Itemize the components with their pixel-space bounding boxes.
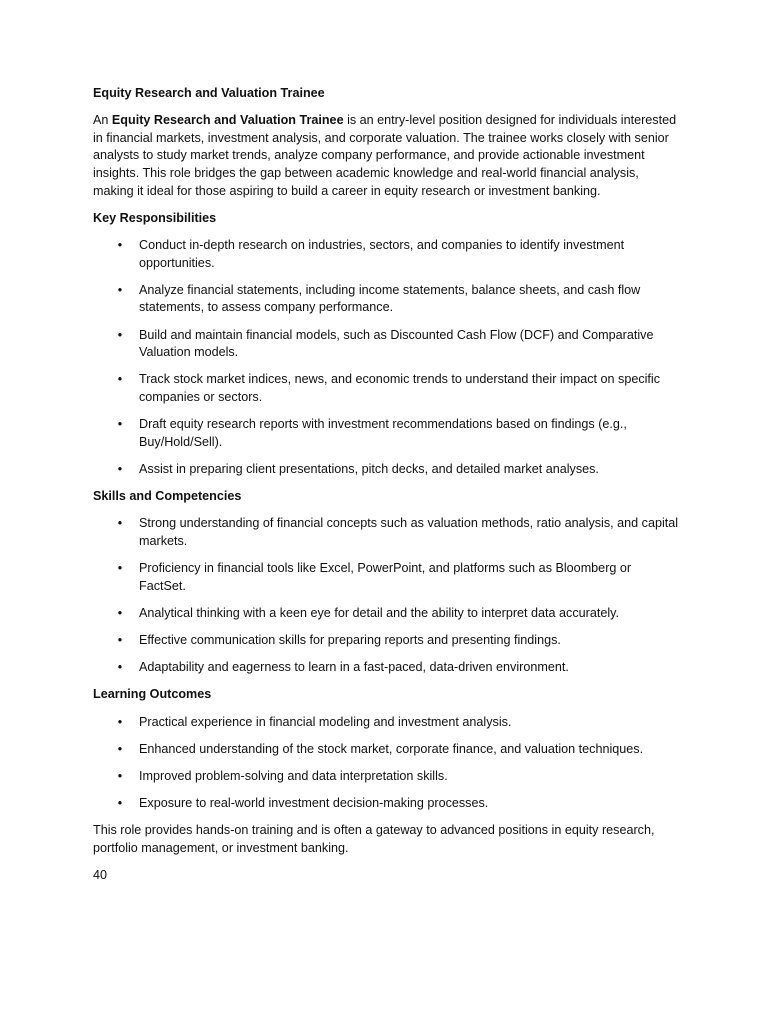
list-item-text: Analyze financial statements, including income statements, balance sheets, and cash flow statements, to assess company performance.	[139, 282, 641, 315]
bullet-icon: •	[117, 796, 123, 811]
bullet-icon: •	[117, 660, 123, 675]
responsibilities-list	[93, 237, 679, 479]
list-item	[93, 632, 679, 650]
intro-role-name: Equity Research and Valuation Trainee	[111, 113, 344, 128]
list-item-text: Strong understanding of financial concepts such as valuation methods, ratio analysis, and capital markets.	[139, 516, 679, 548]
list-item	[93, 714, 679, 732]
document-title: Equity Research and Valuation Trainee	[93, 86, 325, 100]
list-item-text: Improved problem-solving and data interpretation skills.	[139, 768, 448, 783]
page-number: 40	[93, 868, 108, 883]
list-item-text: Adaptability and eagerness to learn in a fast-paced, data-driven environment.	[139, 660, 569, 675]
list-item	[93, 659, 679, 677]
list-item-text: Build and maintain financial models, such as Discounted Cash Flow (DCF) and Comparative Valuation models.	[139, 327, 654, 360]
list-item-text: Proficiency in financial tools like Excel, PowerPoint, and platforms such as Bloomberg or FactSet.	[139, 561, 632, 593]
bullet-icon: •	[117, 461, 123, 476]
bullet-icon: •	[117, 714, 123, 729]
list-item	[93, 237, 679, 272]
bullet-icon: •	[117, 327, 123, 342]
list-item	[93, 327, 679, 362]
list-item-text: Assist in preparing client presentations, pitch decks, and detailed market analyses.	[139, 461, 599, 476]
list-item-text: Practical experience in financial modeling and investment analysis.	[139, 714, 512, 729]
list-item-text: Draft equity research reports with investment recommendations based on findings (e.g., Buy/Hold/Sell).	[139, 417, 627, 449]
intro-prefix: An	[93, 113, 112, 128]
bullet-icon: •	[117, 632, 123, 647]
list-item-text: Enhanced understanding of the stock market, corporate finance, and valuation techniques.	[139, 741, 644, 756]
section-heading-learning-outcomes: Learning Outcomes	[93, 687, 212, 702]
bullet-icon: •	[117, 561, 123, 575]
list-item-text: Track stock market indices, news, and economic trends to understand their impact on specific companies or sectors.	[139, 372, 661, 404]
skills-list	[93, 515, 679, 677]
list-item	[93, 461, 679, 479]
list-item-text: Conduct in-depth research on industries, sectors, and companies to identify investment opportunities.	[139, 237, 625, 270]
list-item	[93, 768, 679, 786]
list-item-text: Effective communication skills for preparing reports and presenting findings.	[139, 632, 561, 647]
intro-text: is an entry-level position designed for individuals interested in financial markets, investment analysis, and corporate valuation. The trainee works closely with senior analysts to study market trends, analyze company performance, and provide actionable investment insights. This role bridges the gap between academic knowledge and real-world financial analysis, making it ideal for those aspiring to build a career in equity research or investment banking.	[93, 113, 677, 198]
section-heading-skills: Skills and Competencies	[93, 489, 242, 504]
list-item-text: Analytical thinking with a keen eye for detail and the ability to interpret data accurately.	[139, 605, 620, 620]
bullet-icon: •	[117, 768, 123, 783]
bullet-icon: •	[117, 605, 123, 620]
bullet-icon: •	[117, 372, 123, 387]
list-item	[93, 605, 679, 623]
list-item	[93, 560, 679, 595]
learning-outcomes-list	[93, 714, 679, 813]
list-item	[93, 515, 679, 550]
list-item	[93, 741, 679, 759]
list-item	[93, 371, 679, 406]
bullet-icon: •	[117, 237, 123, 252]
bullet-icon: •	[117, 282, 123, 297]
document-page	[93, 85, 679, 885]
list-item	[93, 795, 679, 813]
list-item-text: Exposure to real-world investment decision-making processes.	[139, 796, 489, 811]
section-heading-responsibilities: Key Responsibilities	[93, 210, 217, 225]
bullet-icon: •	[117, 516, 123, 531]
bullet-icon: •	[117, 417, 123, 432]
intro-paragraph	[93, 112, 679, 200]
closing-paragraph: This role provides hands-on training and is often a gateway to advanced positions in equity research, portfolio management, or investment banking.	[93, 823, 655, 855]
list-item	[93, 282, 679, 317]
list-item	[93, 416, 679, 451]
bullet-icon: •	[117, 741, 123, 756]
